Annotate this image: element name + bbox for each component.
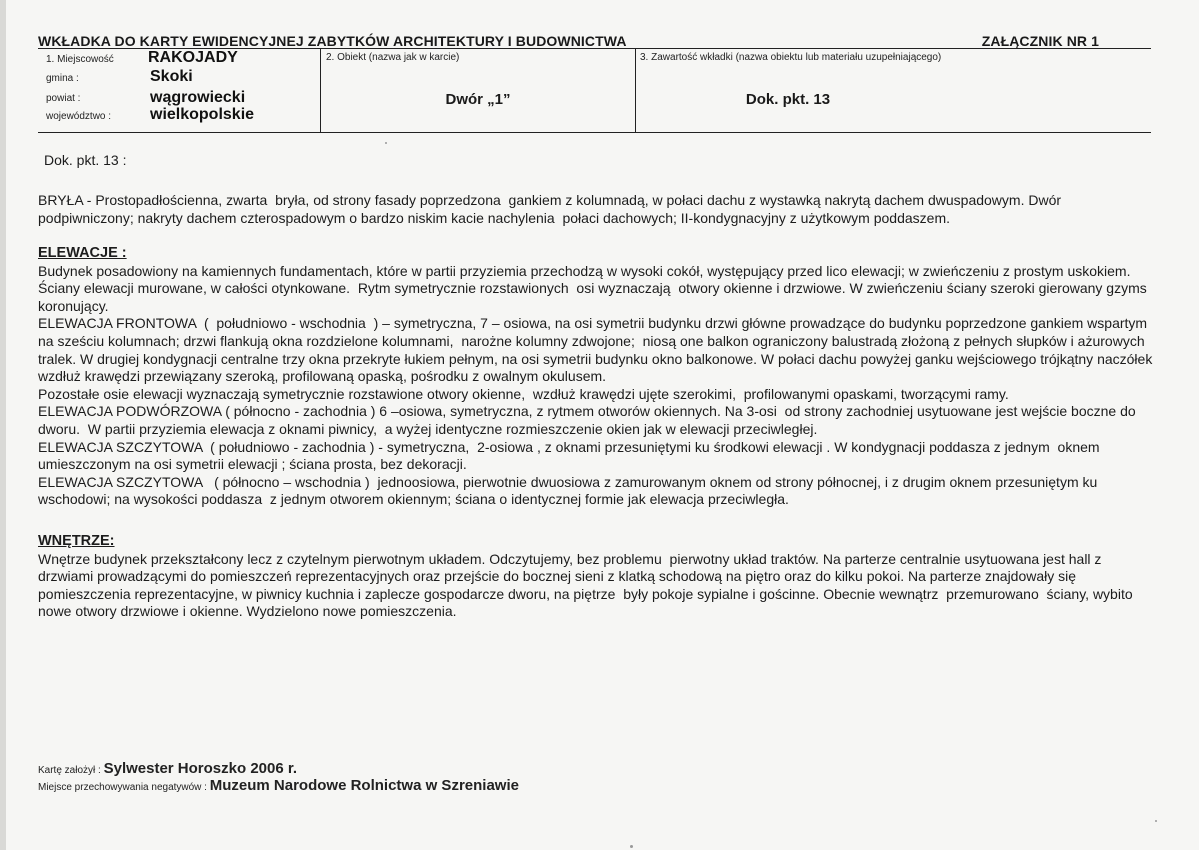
- author-line: [38, 760, 297, 777]
- object-value: Dwór „1”: [445, 91, 511, 108]
- content-label: 3. Zawartość wkładki (nazwa obiektu lub materiału uzupełniającego): [640, 52, 942, 63]
- miejscowosc-label: 1. Miejscowość: [46, 54, 114, 65]
- bryla-paragraph: BRYŁA - Prostopadłościenna, zwarta bryła, od strony fasady poprzedzona gankiem z kolumnadą, w połaci dachu z wystawką nakrytą dachem dwuspadowym. Dwór podpiwniczony; nakryty dachem czterospadowym o bardzo niskim kacie nachylenia połaci dachowych; II-kondygnacyjny z użytkowym poddaszem.: [38, 192, 1065, 226]
- doc-reference: Dok. pkt. 13 :: [44, 152, 127, 168]
- author-value: Sylwester Horoszko 2006 r.: [103, 760, 298, 777]
- miejscowosc-value: RAKOJADY: [148, 49, 238, 66]
- powiat-value: wągrowiecki: [150, 89, 246, 106]
- gmina-value: Skoki: [150, 68, 193, 85]
- attachment-number: ZAŁĄCZNIK NR 1: [981, 33, 1099, 49]
- gmina-label: gmina :: [46, 73, 79, 84]
- content-value: Dok. pkt. 13: [745, 91, 831, 108]
- document-title: WKŁADKA DO KARTY EWIDENCYJNEJ ZABYTKÓW ARCHITEKTURY I BUDOWNICTWA: [38, 33, 627, 49]
- wojewodztwo-label: województwo :: [46, 111, 112, 122]
- object-label: 2. Obiekt (nazwa jak w karcie): [326, 52, 460, 63]
- author-label: Kartę założył :: [38, 765, 101, 776]
- body-section-bryla: [38, 192, 1158, 227]
- scan-speck: [1155, 820, 1157, 822]
- wojewodztwo-value: wielkopolskie: [150, 106, 255, 123]
- body-section-elewacje: [38, 245, 1158, 509]
- column-divider-1: [320, 48, 321, 132]
- wnetrze-heading: WNĘTRZE:: [38, 533, 115, 549]
- negatives-value: Muzeum Narodowe Rolnictwa w Szreniawie: [209, 777, 519, 794]
- body-section-wnetrze: [38, 533, 1158, 621]
- scan-edge: [0, 0, 6, 850]
- powiat-label: powiat :: [46, 93, 81, 104]
- elewacje-paragraph: Budynek posadowiony na kamiennych fundamentach, które w partii przyziemia przechodzą w wysoki cokół, występujący przed lico elewacji; w zwieńczeniu z prostym uskokiem. Ściany elewacji murowane, w całości otynkowane. Rytm symetrycznie rozstawionych osi wyznaczają otwory okienne i drzwiowe. W zwieńczeniu ściany szeroki gierowany gzyms koronujący. ELEWACJA FRONTOWA ( południowo - wschodnia ) – symetryczna, 7 – osiowa, na osi symetrii budynku drzwi główne prowadzące do budynku poprzedzone gankiem wspartym na sześciu kolumnach; drzwi flankują okna rozdzielone kolumnami, narożne kolumny zdwojone; niosą one balkon ograniczony balustradą złożoną z pełnych słupków i ażurowych tralek. W drugiej kondygnacji centralne trzy okna przekryte łukiem pełnym, na osi symetrii budynku okno balkonowe. W połaci dachu powyżej ganku wejściowego trójkątny naczółek wzdłuż krawędzi przewiązany szeroką, profilowaną opaską, pośrodku z owalnym okulusem. Pozostałe osie elewacji wyznaczają symetrycznie rozstawione otwory okienne, wzdłuż krawędzi ujęte szerokimi, profilowanymi opaskami, tworzącymi ramy. ELEWACJA PODWÓRZOWA ( północno - zachodnia ) 6 –osiowa, symetryczna, z rytmem otworów okiennych. Na 3-osi od strony zachodniej usytuowane jest wejście boczne do dworu. W partii przyziemia elewacja z oknami piwnicy, a wyżej identyczne rozmieszczenie okien jak w elewacji przeciwległej. ELEWACJA SZCZYTOWA ( południowo - zachodnia ) - symetryczna, 2-osiowa , z oknami przesuniętymi ku środkowi elewacji . W kondygnacji poddasza z jednym oknem umieszczonym na osi symetrii elewacji ; ściana prosta, bez dekoracji. ELEWACJA SZCZYTOWA ( północno – wschodnia ) jednoosiowa, pierwotnie dwuosiowa z zamurowanym oknem od strony północnej, i z drugim oknem przesuniętym ku wschodowi; na wysokości poddasza z jednym otworem okiennym; ściana o identycznej formie jak elewacja przeciwległa.: [38, 262, 1153, 508]
- negatives-line: [38, 777, 519, 794]
- header-bottom-rule: [38, 132, 1151, 133]
- scan-speck: [630, 845, 633, 848]
- column-divider-2: [635, 48, 636, 132]
- negatives-label: Miejsce przechowywania negatywów :: [38, 782, 207, 793]
- elewacje-heading: ELEWACJE :: [38, 245, 127, 261]
- wnetrze-paragraph: Wnętrze budynek przekształcony lecz z czytelnym pierwotnym układem. Odczytujemy, bez problemu pierwotny układ traktów. Na parterze centralnie usytuowana jest hall z drzwiami prowadzącymi do pomieszczeń reprezentacyjnych oraz przejście do bocznej sieni z klatką schodową na piętro oraz do kilku pokoi. Na parterze znajdowały się pomieszczenia reprezentacyjne, w piwnicy kuchnia i zaplecze gospodarcze dworu, na piętrze były pokoje sypialne i gościnne. Obecnie wewnątrz przemurowano ściany, wybito nowe otwory drzwiowe i okienne. Wydzielono nowe pomieszczenia.: [38, 550, 1137, 620]
- scan-speck: [385, 142, 387, 144]
